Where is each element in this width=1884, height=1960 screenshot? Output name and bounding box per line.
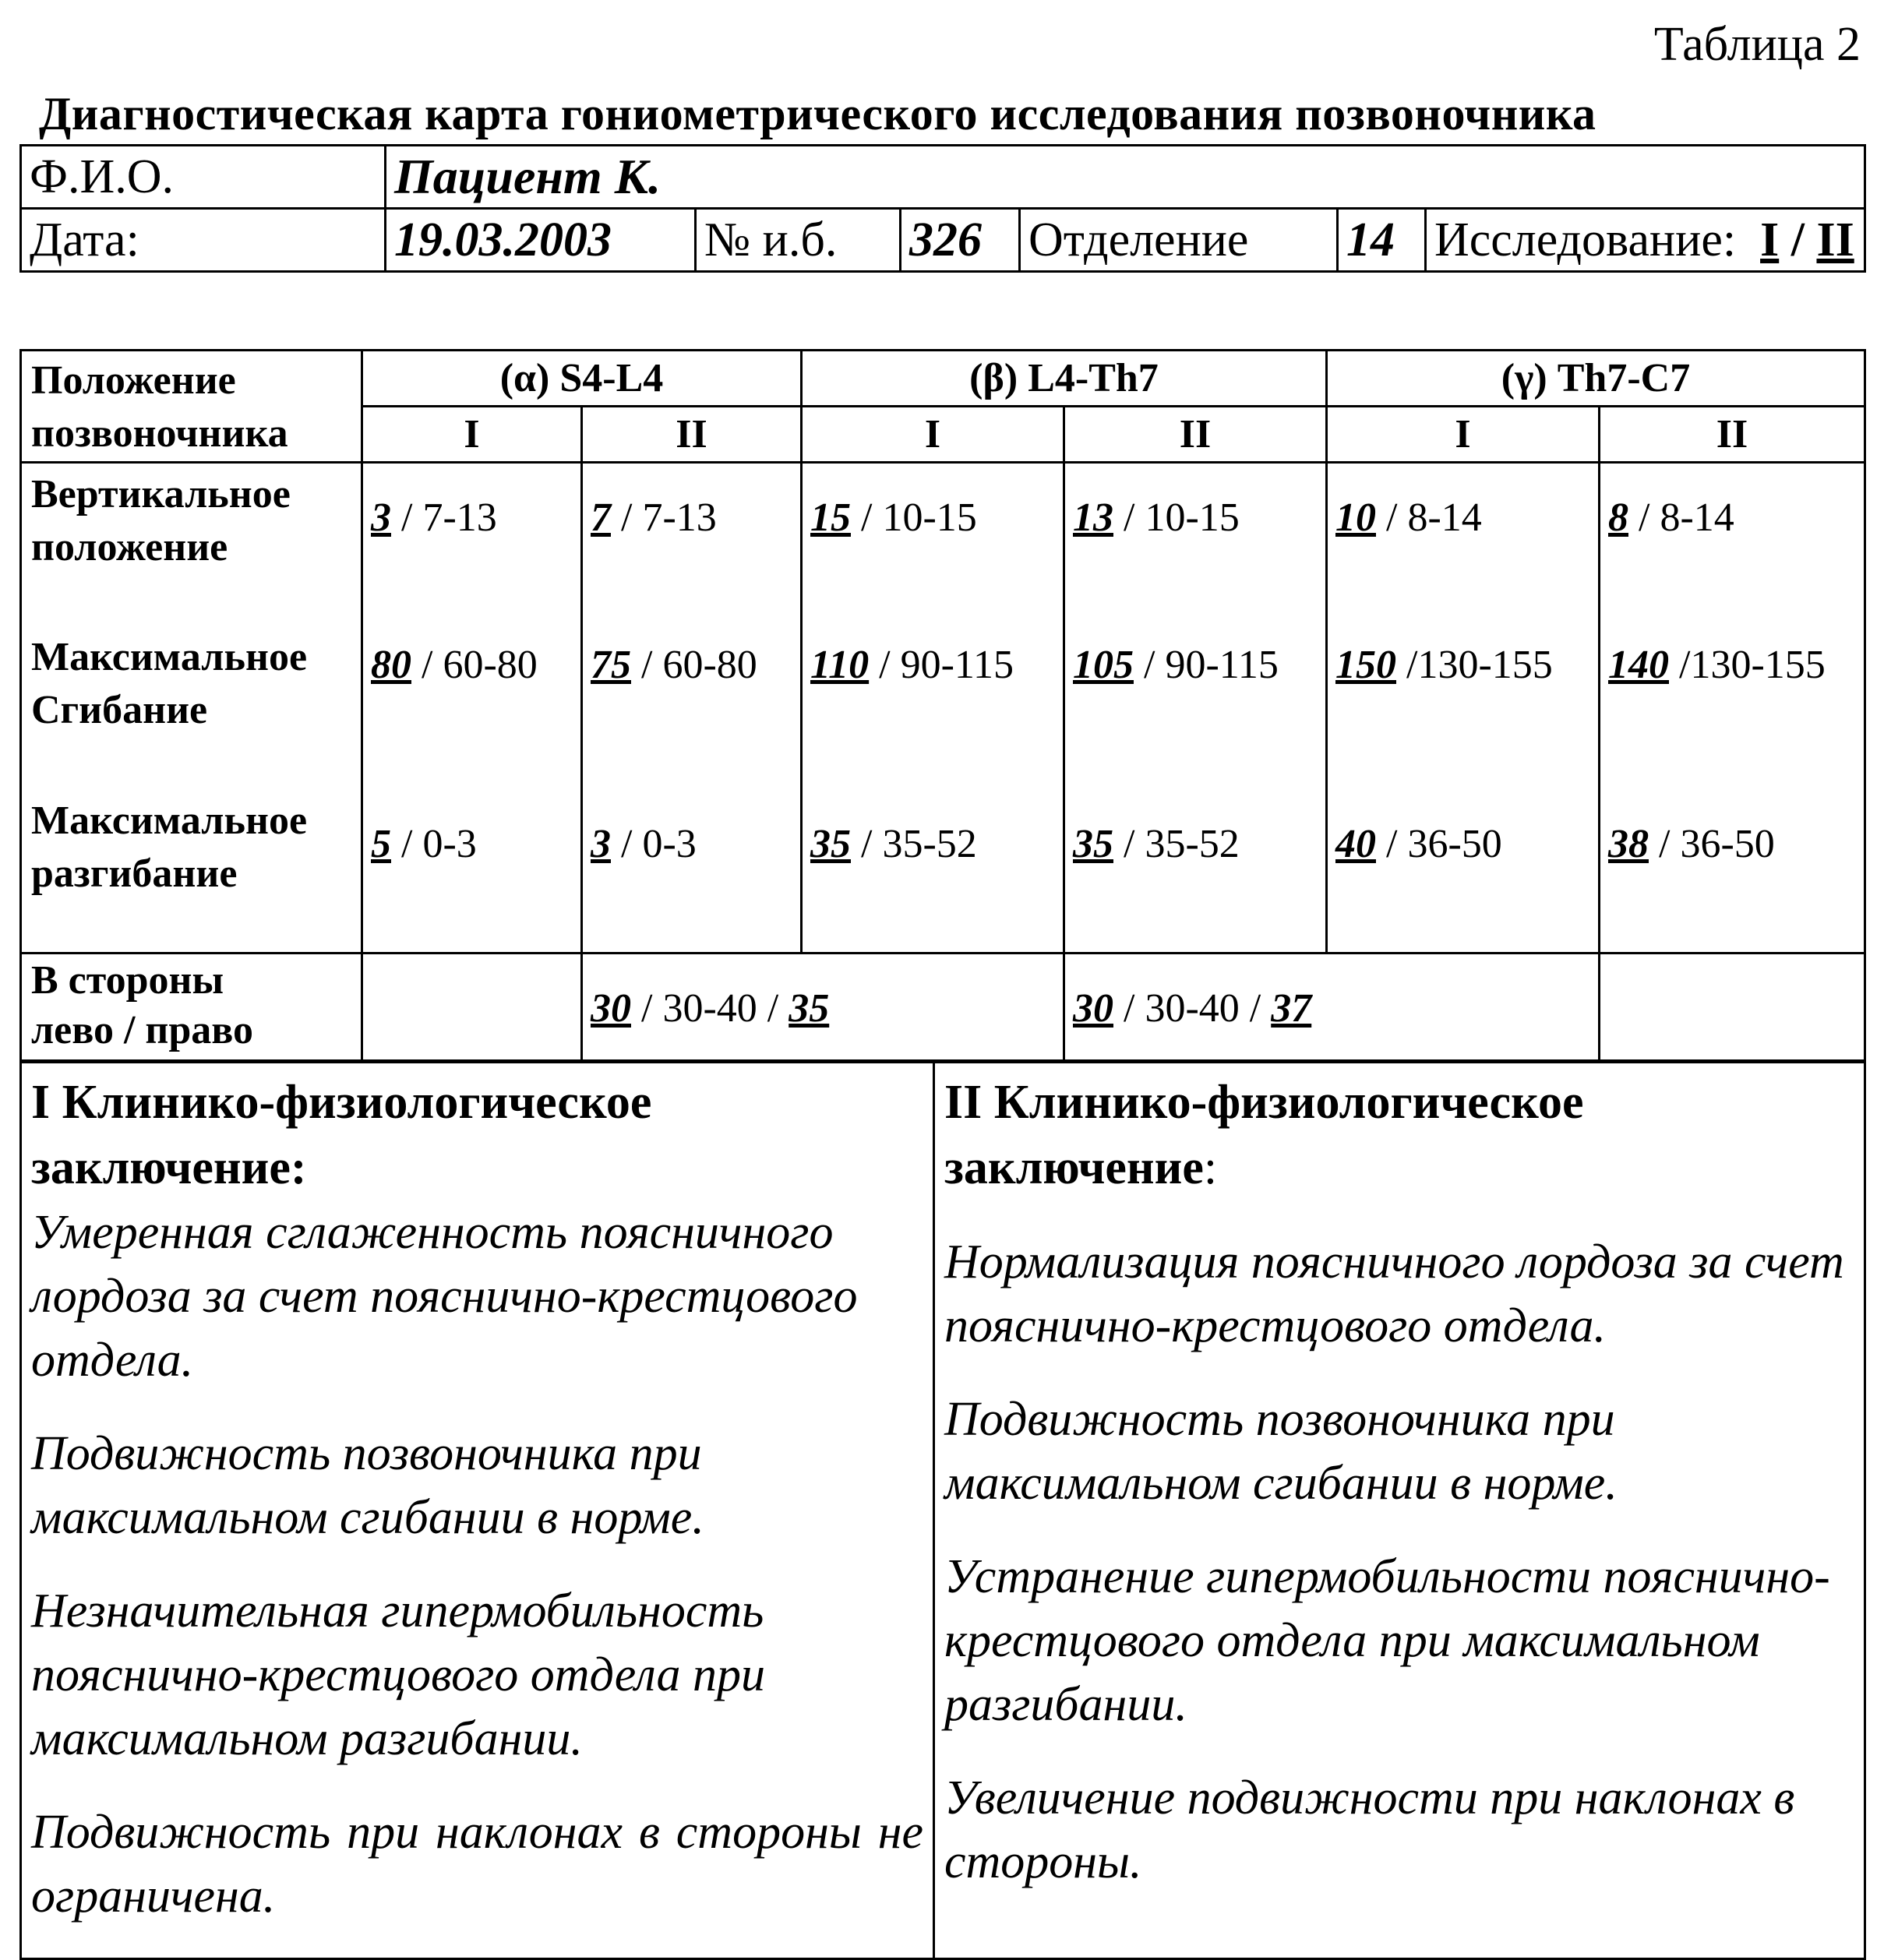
- measure-cell: [362, 626, 582, 790]
- measured-value: 5: [371, 822, 391, 866]
- case-number-value: 326: [901, 209, 1020, 272]
- measured-value: 110: [810, 643, 869, 687]
- norm-range: / 7-13: [391, 495, 497, 540]
- study-col-header: I: [362, 407, 582, 463]
- measure-cell: [1327, 790, 1600, 954]
- measure-cell: [1600, 790, 1865, 954]
- measure-cell: [802, 463, 1064, 626]
- measure-cell: [1064, 626, 1327, 790]
- row-label-line2: положение: [31, 521, 361, 574]
- norm-range: / 60-80: [631, 643, 757, 687]
- measured-value: 8: [1608, 495, 1628, 540]
- measure-cell: [1600, 463, 1865, 626]
- norm-range: / 8-14: [1628, 495, 1734, 540]
- row-label-line2: Сгибание: [31, 684, 361, 737]
- conclusion-ii-title-line2: заключение: [944, 1141, 1204, 1194]
- case-details-row: [21, 209, 1865, 272]
- study-cell: [1426, 209, 1865, 272]
- measured-value: 80: [371, 643, 411, 687]
- lateral-bend-row: [21, 954, 1865, 1061]
- measured-value: 3: [591, 822, 611, 866]
- conclusion-ii-title: [944, 1070, 1854, 1200]
- conclusion-i-title-line1: I Клинико-физиологическое: [31, 1070, 923, 1135]
- measure-cell: [802, 790, 1064, 954]
- conclusion-ii-paragraph: Нормализация поясничного лордоза за счет пояснично-крестцового отдела.: [944, 1230, 1854, 1358]
- fio-value: Пациент К.: [386, 146, 1865, 209]
- row-label-line1: Максимальное: [31, 795, 361, 848]
- measured-value: 13: [1073, 495, 1113, 540]
- measure-cell: [802, 626, 1064, 790]
- row-label: [21, 954, 362, 1061]
- department-label: Отделение: [1020, 209, 1338, 272]
- segment-alpha-header: (α) S4-L4: [362, 351, 802, 407]
- segment-gamma-header: (γ) Th7-C7: [1327, 351, 1865, 407]
- vertical-position-row: [21, 463, 1865, 626]
- measured-value: 150: [1335, 643, 1396, 687]
- conclusions-row: [21, 1063, 1865, 1959]
- goniometry-table: [19, 349, 1866, 1062]
- norm-range: / 10-15: [851, 495, 977, 540]
- measure-cell: [1064, 463, 1327, 626]
- norm-range: / 7-13: [611, 495, 717, 540]
- conclusion-i-title-line2: заключение:: [31, 1135, 923, 1200]
- patient-name-row: [21, 146, 1865, 209]
- segment-header-row: [21, 351, 1865, 407]
- position-header-line1: Положение: [31, 354, 361, 407]
- measured-value: 140: [1608, 643, 1669, 687]
- study-col-header: I: [1327, 407, 1600, 463]
- norm-range: /130-155: [1669, 643, 1826, 687]
- measured-value: 10: [1335, 495, 1376, 540]
- conclusion-ii-paragraph: Устранение гипермобильности пояснично-крестцового отдела при максимальном разгибании.: [944, 1545, 1854, 1736]
- measured-value: 35: [810, 822, 851, 866]
- conclusion-i-title: [31, 1070, 923, 1200]
- measure-cell: [1600, 626, 1865, 790]
- fio-label: Ф.И.О.: [21, 146, 386, 209]
- conclusion-ii: [934, 1063, 1865, 1959]
- row-label-line2: лево / право: [31, 1006, 361, 1056]
- conclusion-i-paragraph: Подвижность при наклонах в стороны не ограничена.: [31, 1800, 923, 1928]
- max-extension-row: [21, 790, 1865, 954]
- measure-cell: [582, 626, 802, 790]
- study-col-header: II: [1064, 407, 1327, 463]
- conclusion-i-paragraph: Умеренная сглаженность поясничного лордоза за счет пояснично-крестцового отдела.: [31, 1200, 923, 1392]
- measure-cell: [582, 790, 802, 954]
- norm-range: / 10-15: [1113, 495, 1240, 540]
- position-header: [21, 351, 362, 463]
- lateral-study-i: [582, 954, 1064, 1061]
- norm-range: /130-155: [1396, 643, 1553, 687]
- norm-range: / 35-52: [1113, 822, 1240, 866]
- document-title: Диагностическая карта гониометрического исследования позвоночника: [39, 87, 1596, 141]
- row-label-line1: Вертикальное: [31, 468, 361, 521]
- measure-cell: [362, 790, 582, 954]
- study-separator: /: [1779, 213, 1816, 266]
- norm-range: / 90-115: [869, 643, 1014, 687]
- row-label-line1: В стороны: [31, 956, 361, 1006]
- norm-range: / 36-50: [1376, 822, 1502, 866]
- measured-value: 3: [371, 495, 391, 540]
- norm-range: / 8-14: [1376, 495, 1482, 540]
- study-ii-marker: II: [1816, 213, 1854, 266]
- measure-cell: [582, 463, 802, 626]
- row-label: [21, 463, 362, 626]
- empty-cell: [362, 954, 582, 1061]
- norm-range: / 0-3: [611, 822, 697, 866]
- norm-range: / 90-115: [1134, 643, 1279, 687]
- conclusion-i: [21, 1063, 934, 1959]
- right-value: 37: [1271, 986, 1311, 1031]
- conclusion-ii-paragraph: Увеличение подвижности при наклонах в стороны.: [944, 1766, 1854, 1894]
- right-value: 35: [789, 986, 829, 1031]
- segment-beta-header: (β) L4-Th7: [802, 351, 1327, 407]
- norm-range: / 35-52: [851, 822, 977, 866]
- date-label: Дата:: [21, 209, 386, 272]
- measured-value: 105: [1073, 643, 1134, 687]
- position-header-line2: позвоночника: [31, 407, 361, 460]
- conclusion-ii-paragraph: Подвижность позвоночника при максимальном сгибании в норме.: [944, 1387, 1854, 1515]
- norm-range: / 36-50: [1649, 822, 1775, 866]
- table-label: Таблица 2: [1654, 17, 1861, 72]
- row-label-line1: Максимальное: [31, 631, 361, 684]
- case-number-label: № и.б.: [696, 209, 901, 272]
- date-value: 19.03.2003: [386, 209, 696, 272]
- lateral-study-ii: [1064, 954, 1600, 1061]
- norm-range: / 0-3: [391, 822, 477, 866]
- row-label-line2: разгибание: [31, 848, 361, 901]
- measured-value: 15: [810, 495, 851, 540]
- conclusions-table: [19, 1061, 1866, 1960]
- measured-value: 38: [1608, 822, 1649, 866]
- left-value: 30: [1073, 986, 1113, 1031]
- study-col-header: II: [582, 407, 802, 463]
- measured-value: 7: [591, 495, 611, 540]
- norm-range: / 30-40 /: [1113, 986, 1271, 1031]
- row-label: [21, 626, 362, 790]
- max-flexion-row: [21, 626, 1865, 790]
- measured-value: 35: [1073, 822, 1113, 866]
- conclusion-ii-title-line1: II Клинико-физиологическое: [944, 1070, 1854, 1135]
- study-col-header: II: [1600, 407, 1865, 463]
- measure-cell: [1327, 626, 1600, 790]
- conclusion-ii-title-colon: :: [1204, 1141, 1217, 1194]
- department-value: 14: [1338, 209, 1426, 272]
- measured-value: 75: [591, 643, 631, 687]
- measure-cell: [362, 463, 582, 626]
- norm-range: / 30-40 /: [631, 986, 789, 1031]
- measured-value: 40: [1335, 822, 1376, 866]
- patient-info-table: [19, 144, 1866, 273]
- norm-range: / 60-80: [411, 643, 538, 687]
- row-label: [21, 790, 362, 954]
- study-label: Исследование:: [1434, 213, 1736, 266]
- conclusion-i-paragraph: Незначительная гипермобильность пояснично-крестцового отдела при максимальном разгибании.: [31, 1579, 923, 1771]
- study-i-marker: I: [1760, 213, 1779, 266]
- study-col-header: I: [802, 407, 1064, 463]
- left-value: 30: [591, 986, 631, 1031]
- measure-cell: [1327, 463, 1600, 626]
- conclusion-i-paragraph: Подвижность позвоночника при максимальном сгибании в норме.: [31, 1422, 923, 1549]
- measure-cell: [1064, 790, 1327, 954]
- empty-cell: [1600, 954, 1865, 1061]
